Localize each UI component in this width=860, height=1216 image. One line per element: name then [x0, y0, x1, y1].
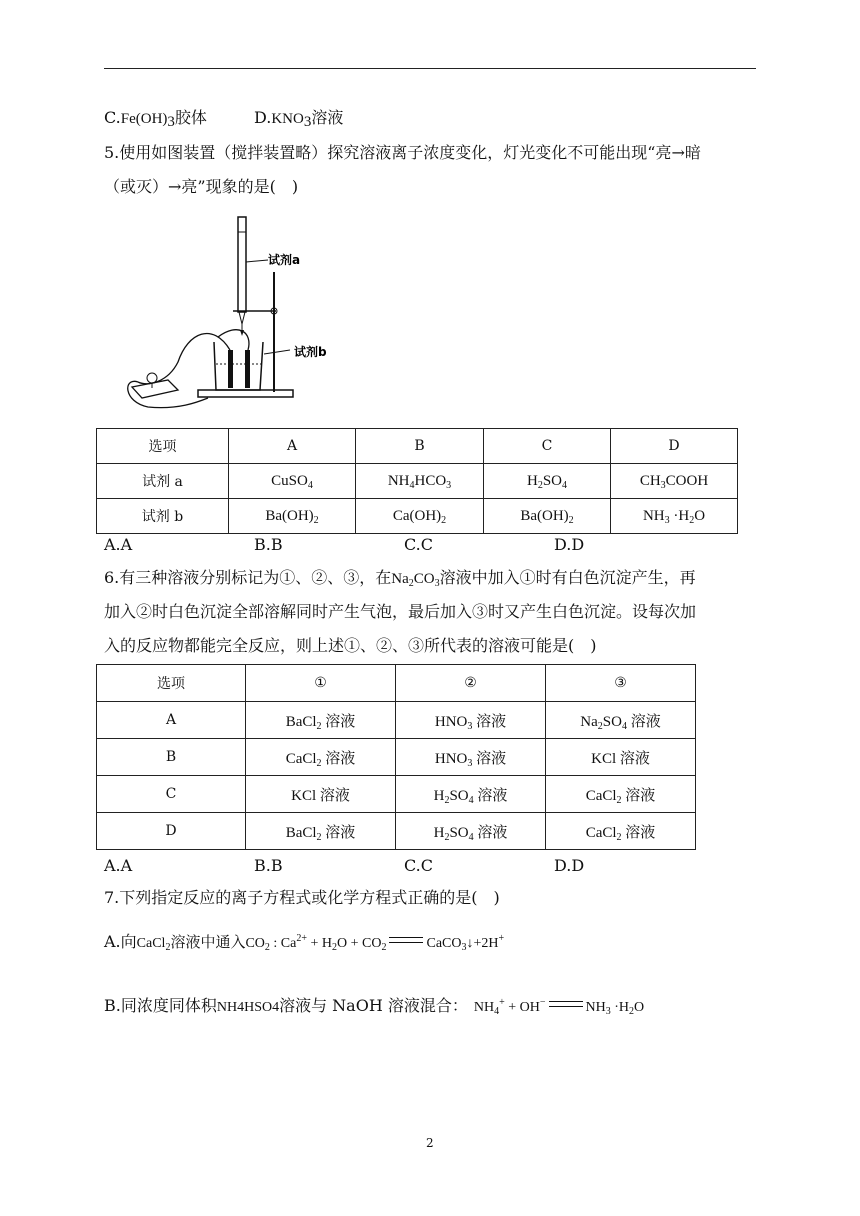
q7-stem: 7.下列指定反应的离子方程式或化学方程式正确的是( ): [104, 888, 500, 907]
q5-stem-line1: 5.使用如图装置（搅拌装置略）探究溶液离子浓度变化，灯光变化不可能出现“亮→暗: [104, 143, 701, 162]
table-header: ③: [546, 665, 696, 702]
table-cell: BaCl$_2$ 溶液: [246, 702, 396, 739]
table-cell: $CH_3COOH$: [611, 464, 738, 499]
q6-answer-a: A.A: [104, 856, 133, 875]
table-row: [97, 776, 696, 813]
q4-option-d: $D.KNO_3$溶液: [254, 108, 344, 130]
table-cell: BaCl$_2$ 溶液: [246, 813, 396, 850]
table-header: D: [611, 429, 738, 464]
q6-answer-b: B.B: [254, 856, 283, 875]
table-row: [97, 702, 696, 739]
table-cell: KCl 溶液: [546, 739, 696, 776]
table-row: [97, 499, 738, 534]
row-label: B: [97, 739, 246, 776]
stand-base: [198, 390, 293, 397]
q6-stem-line3: 入的反应物都能完全反应，则上述①、②、③所代表的溶液可能是( ): [104, 636, 597, 655]
q5-answer-a: A.A: [104, 535, 133, 554]
table-cell: CaCl$_2$ 溶液: [546, 776, 696, 813]
q5-stem-line2: （或灭）→亮”现象的是( ): [104, 177, 299, 196]
table-row: [97, 813, 696, 850]
q7-option-a: A.向CaCl$_2$溶液中通入$CO_2$ : $Ca^{2+} + H_2O + CO_2$ CaCO$_3$↓+2H+: [104, 932, 505, 953]
table-cell: $Ba(OH)_2$: [484, 499, 611, 534]
q5-answer-d: D.D: [554, 535, 585, 554]
q6-stem-line1: 6.有三种溶液分别标记为①、②、③，在$Na_2CO_3$溶液中加入①时有白色沉淀产生，再: [104, 568, 696, 589]
table-cell: KCl 溶液: [246, 776, 396, 813]
header-rule: [104, 68, 756, 69]
q7-option-b: B.同浓度同体积NH4HSO4溶液与 NaOH 溶液混合： $NH_4^+ + OH^-$ $NH_3 \cdot H_2O$: [104, 996, 645, 1017]
table-cell: $Ba(OH)_2$: [229, 499, 356, 534]
q5-table: [96, 428, 738, 534]
beaker: [214, 342, 263, 390]
table-header: 选项: [97, 429, 229, 464]
row-label: 试剂 b: [97, 499, 229, 534]
table-header: C: [484, 429, 611, 464]
q6-answer-c: C.C: [404, 856, 433, 875]
row-label: A: [97, 702, 246, 739]
q5-answer-c: C.C: [404, 535, 433, 554]
reagent-a-label: 试剂a: [268, 253, 301, 267]
reagent-b-label: 试剂b: [294, 345, 327, 359]
table-cell: $NH_4HCO_3$: [356, 464, 484, 499]
q6-stem-line2: 加入②时白色沉淀全部溶解同时产生气泡，最后加入③时又产生白色沉淀。设每次加: [104, 602, 697, 621]
q5-answer-b: B.B: [254, 535, 283, 554]
q4-option-c: $C.Fe(OH)_3$胶体: [104, 108, 207, 130]
table-row: [97, 464, 738, 499]
q6-table: [96, 664, 696, 850]
table-cell: $H_2SO_4$ 溶液: [396, 776, 546, 813]
light-bulb: [147, 373, 157, 383]
table-cell: $H_2SO_4$ 溶液: [396, 813, 546, 850]
table-header: ②: [396, 665, 546, 702]
table-cell: $HNO_3$ 溶液: [396, 739, 546, 776]
table-header: ①: [246, 665, 396, 702]
row-label: C: [97, 776, 246, 813]
table-cell: CuSO$_4$: [229, 464, 356, 499]
table-cell: CaCl$_2$ 溶液: [246, 739, 396, 776]
apparatus-figure: [118, 212, 327, 412]
row-label: 试剂 a: [97, 464, 229, 499]
table-cell: $NH_3 \cdot H_2O$: [611, 499, 738, 534]
table-header: 选项: [97, 665, 246, 702]
row-label: D: [97, 813, 246, 850]
table-cell: $H_2SO_4$: [484, 464, 611, 499]
table-row: [97, 739, 696, 776]
page-number: 2: [426, 1136, 434, 1150]
table-cell: $Ca(OH)_2$: [356, 499, 484, 534]
wire-left: [138, 333, 230, 383]
table-cell: $HNO_3$ 溶液: [396, 702, 546, 739]
q6-answer-d: D.D: [554, 856, 585, 875]
table-header: B: [356, 429, 484, 464]
table-cell: CaCl$_2$ 溶液: [546, 813, 696, 850]
burette: [238, 217, 246, 312]
table-cell: $Na_2SO_4$ 溶液: [546, 702, 696, 739]
table-header: A: [229, 429, 356, 464]
